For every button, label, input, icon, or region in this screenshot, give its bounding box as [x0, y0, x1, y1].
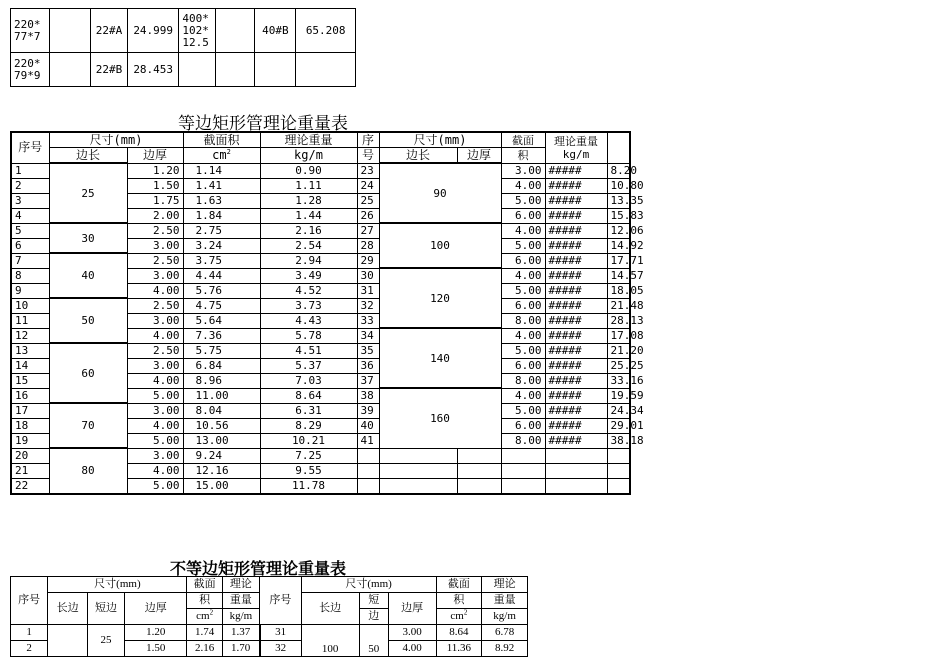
cell: 1.63	[183, 193, 260, 208]
cell: 8.00	[501, 313, 545, 328]
cell: 8	[11, 268, 49, 283]
cell: 5.76	[183, 283, 260, 298]
cell: 重量	[222, 593, 259, 609]
cell: 6.00	[501, 418, 545, 433]
cell: 3.00	[127, 358, 183, 373]
cell: 13.00	[183, 433, 260, 448]
cell	[379, 448, 457, 463]
cell: 11.00	[183, 388, 260, 403]
cell: 21	[11, 463, 49, 478]
cell: 4.00	[501, 178, 545, 193]
cell: 120	[379, 268, 501, 328]
cell	[545, 478, 607, 494]
cell: 理论	[222, 577, 259, 593]
cell	[501, 463, 545, 478]
cell: #####	[545, 373, 607, 388]
cell: 19.59	[607, 388, 630, 403]
cell: kg/m	[222, 609, 259, 625]
cell: #####	[545, 193, 607, 208]
cell: 1.20	[127, 163, 183, 178]
equal-table-title: 等边矩形管理论重量表	[178, 114, 348, 134]
cell: 12.06	[607, 223, 630, 238]
cell: 积	[501, 148, 545, 164]
cell: 18.05	[607, 283, 630, 298]
cell: 4.44	[183, 268, 260, 283]
cell: 14	[11, 358, 49, 373]
cell	[379, 463, 457, 478]
cell: 0.90	[260, 163, 357, 178]
cell: 50	[49, 298, 127, 343]
cell	[357, 478, 379, 494]
cell: 15.83	[607, 208, 630, 223]
cell: 序号	[11, 132, 49, 163]
cell: #####	[545, 223, 607, 238]
cell: 1.84	[183, 208, 260, 223]
cell: 4.00	[127, 373, 183, 388]
cell: 30	[49, 223, 127, 253]
cell: 2.50	[127, 253, 183, 268]
cell: 32	[260, 641, 302, 657]
cell: 11.78	[260, 478, 357, 494]
cell: 8.92	[482, 641, 528, 657]
cell: 4.00	[127, 283, 183, 298]
cell	[296, 53, 356, 87]
cell: 17	[11, 403, 49, 418]
cell: 边厚	[125, 593, 187, 625]
cell: 38.18	[607, 433, 630, 448]
cell	[545, 448, 607, 463]
cell: 8.64	[260, 388, 357, 403]
cell: 短边	[87, 593, 124, 625]
cell: 3.73	[260, 298, 357, 313]
cell: 18	[11, 418, 49, 433]
cell: 65.208	[296, 9, 356, 53]
cell: #####	[545, 163, 607, 178]
cell: 12.16	[183, 463, 260, 478]
cell: 长边	[301, 593, 359, 625]
cell: 3.00	[388, 625, 436, 641]
cell: 5.00	[501, 403, 545, 418]
cell: 4.00	[127, 328, 183, 343]
cell: 40#B	[255, 9, 296, 53]
cell: 8.04	[183, 403, 260, 418]
cell: 序	[357, 132, 379, 148]
cell: 28.13	[607, 313, 630, 328]
table-row	[11, 577, 528, 593]
cell: 25	[87, 625, 124, 657]
top-table	[10, 8, 356, 87]
cell: 31	[357, 283, 379, 298]
cell: 长边	[48, 593, 87, 625]
cell: 5.64	[183, 313, 260, 328]
cell: 3.75	[183, 253, 260, 268]
table-row	[11, 132, 630, 148]
cell: 5.00	[501, 193, 545, 208]
cell	[179, 53, 216, 87]
cell: 1.75	[127, 193, 183, 208]
unequal-table	[10, 576, 528, 657]
header-weight2: 理论重量	[554, 134, 598, 148]
cell: 5.00	[501, 343, 545, 358]
cell: 24.34	[607, 403, 630, 418]
cell: 60	[49, 343, 127, 403]
cell: 5.78	[260, 328, 357, 343]
cell: 24.999	[128, 9, 179, 53]
cell: 13	[11, 343, 49, 358]
cell: 26	[357, 208, 379, 223]
cell: 100	[301, 625, 359, 657]
table-row	[11, 625, 528, 641]
cell: 15.00	[183, 478, 260, 494]
cell: 1.74	[187, 625, 222, 641]
cell: #####	[545, 403, 607, 418]
cell: 1.50	[127, 178, 183, 193]
cell: 5.00	[127, 388, 183, 403]
table-row	[11, 253, 630, 268]
cell: 序号	[260, 577, 302, 625]
cell: 3.49	[260, 268, 357, 283]
cell	[357, 463, 379, 478]
header-weight2-unit: kg/m	[562, 147, 590, 161]
cell: 1	[11, 163, 49, 178]
cell: 截面积	[183, 132, 260, 148]
cell: 8.00	[501, 373, 545, 388]
cell: 15	[11, 373, 49, 388]
cell: 1.50	[125, 641, 187, 657]
cell: #####	[545, 298, 607, 313]
cell	[216, 53, 255, 87]
cell: 160	[379, 388, 501, 448]
unequal-table-title: 不等边矩形管理论重量表	[170, 559, 347, 578]
cell: #####	[545, 343, 607, 358]
cell: 6.00	[501, 208, 545, 223]
cell: 4	[11, 208, 49, 223]
cell: 边长	[379, 148, 457, 164]
cell: 33.16	[607, 373, 630, 388]
cell: 21.48	[607, 298, 630, 313]
cell: 9.24	[183, 448, 260, 463]
cell: 34	[357, 328, 379, 343]
cell: 70	[49, 403, 127, 448]
cell: 尺寸(mm)	[48, 577, 187, 593]
cell: 积	[187, 593, 222, 609]
cell: 6.31	[260, 403, 357, 418]
cell: #####	[545, 238, 607, 253]
cell: 5.00	[127, 433, 183, 448]
cell: 29.01	[607, 418, 630, 433]
cell: 37	[357, 373, 379, 388]
cell: 6.00	[501, 298, 545, 313]
cell	[457, 463, 501, 478]
cell: 5.00	[127, 478, 183, 494]
cell: 4.00	[388, 641, 436, 657]
cell: 6.84	[183, 358, 260, 373]
table-row	[11, 9, 356, 53]
cell: 5.00	[501, 238, 545, 253]
cell: 19	[11, 433, 49, 448]
cell: 3.24	[183, 238, 260, 253]
cell: 11	[11, 313, 49, 328]
table-row	[11, 148, 630, 164]
cell: 400* 102* 12.5	[179, 9, 216, 53]
cell: 2.50	[127, 343, 183, 358]
cell	[607, 448, 630, 463]
cell: 11.36	[436, 641, 482, 657]
cell: 2.75	[183, 223, 260, 238]
cell: 截面	[501, 132, 545, 148]
cell: 33	[357, 313, 379, 328]
cell: 29	[357, 253, 379, 268]
cell	[50, 9, 91, 53]
cell: 2.94	[260, 253, 357, 268]
cell	[255, 53, 296, 87]
cell: 8.29	[260, 418, 357, 433]
table-row	[11, 223, 630, 238]
cell: 5.75	[183, 343, 260, 358]
table-row	[11, 448, 630, 463]
cell: 22#A	[91, 9, 128, 53]
cell: 2.50	[127, 223, 183, 238]
cell: 理论	[482, 577, 528, 593]
cell: 220* 79*9	[11, 53, 50, 87]
cell: 1.70	[222, 641, 259, 657]
cell: 2.00	[127, 208, 183, 223]
cell: 6.00	[501, 358, 545, 373]
cell: 号	[357, 148, 379, 164]
equal-table	[10, 131, 644, 495]
cell: 序号	[11, 577, 48, 625]
cell: $cm^2$	[436, 609, 482, 625]
cell: 2.16	[187, 641, 222, 657]
cell	[379, 478, 457, 494]
cell: 14.57	[607, 268, 630, 283]
cell: 2.16	[260, 223, 357, 238]
cell: 14.92	[607, 238, 630, 253]
cell: 4.00	[501, 328, 545, 343]
cell: 7.03	[260, 373, 357, 388]
cell: 50	[359, 625, 388, 657]
cell: 尺寸(mm)	[49, 132, 183, 148]
cell: 21.20	[607, 343, 630, 358]
cell: 4.75	[183, 298, 260, 313]
cell: 边	[359, 609, 388, 625]
cell: 4.52	[260, 283, 357, 298]
cell	[545, 463, 607, 478]
cell: 25	[357, 193, 379, 208]
cell: 41	[357, 433, 379, 448]
cell: 2.50	[127, 298, 183, 313]
cell: 7.25	[260, 448, 357, 463]
cell	[357, 448, 379, 463]
cell: #####	[545, 313, 607, 328]
cell: 3.00	[127, 313, 183, 328]
cell: 3.00	[501, 163, 545, 178]
cell: 12	[11, 328, 49, 343]
cell: 4.00	[501, 268, 545, 283]
cell: 3.00	[127, 238, 183, 253]
cell: 22	[11, 478, 49, 494]
cell: 40	[357, 418, 379, 433]
cell: #####	[545, 208, 607, 223]
cell: 短	[359, 593, 388, 609]
cell: 4.00	[501, 223, 545, 238]
cell: 8.64	[436, 625, 482, 641]
table-row	[11, 163, 630, 178]
table-row	[11, 298, 630, 313]
cell: 40	[49, 253, 127, 298]
cell: 10	[11, 298, 49, 313]
cell: 5.00	[501, 283, 545, 298]
cell: 边厚	[457, 148, 501, 164]
cell: 1.14	[183, 163, 260, 178]
cell: 3.00	[127, 403, 183, 418]
cell: 积	[436, 593, 482, 609]
cell: 8.96	[183, 373, 260, 388]
cell: 1.20	[125, 625, 187, 641]
cell: 27	[357, 223, 379, 238]
cell: #####	[545, 433, 607, 448]
cell: 4.00	[501, 388, 545, 403]
cell: 100	[379, 223, 501, 268]
cell: 25.25	[607, 358, 630, 373]
cell	[607, 478, 630, 494]
cell: 28	[357, 238, 379, 253]
cell	[501, 448, 545, 463]
cell: 6.00	[501, 253, 545, 268]
cell: 2	[11, 641, 48, 657]
cell: 2	[11, 178, 49, 193]
cell: 39	[357, 403, 379, 418]
cell: 5	[11, 223, 49, 238]
cell: 尺寸(mm)	[379, 132, 501, 148]
cell: 10.56	[183, 418, 260, 433]
cell: 35	[357, 343, 379, 358]
cell: 17.08	[607, 328, 630, 343]
cell: 3.00	[127, 448, 183, 463]
cell: #####	[545, 253, 607, 268]
cell: 30	[357, 268, 379, 283]
cell: 4.00	[127, 418, 183, 433]
cell: kg/m	[260, 148, 357, 164]
cell: 边厚	[127, 148, 183, 164]
cell: 25	[49, 163, 127, 223]
table-row	[11, 53, 356, 87]
cell: 2.54	[260, 238, 357, 253]
cell: 1.11	[260, 178, 357, 193]
cell	[545, 132, 607, 163]
cell: 24	[357, 178, 379, 193]
cell: 10.80	[607, 178, 630, 193]
cell: 尺寸(mm)	[301, 577, 436, 593]
cell: #####	[545, 418, 607, 433]
cell: 重量	[482, 593, 528, 609]
cell	[501, 478, 545, 494]
cell: 6	[11, 238, 49, 253]
cell: 80	[49, 448, 127, 494]
cell: 10.21	[260, 433, 357, 448]
cell: #####	[545, 388, 607, 403]
cell: 4.00	[127, 463, 183, 478]
cell: 38	[357, 388, 379, 403]
cell: 90	[379, 163, 501, 223]
cell: 1.44	[260, 208, 357, 223]
cell: 22#B	[91, 53, 128, 87]
cell: #####	[545, 268, 607, 283]
cell: 8.00	[501, 433, 545, 448]
cell	[607, 463, 630, 478]
cell: 4.51	[260, 343, 357, 358]
cell: 8.20	[607, 163, 630, 178]
cell: $cm^2$	[183, 148, 260, 164]
cell: 5.37	[260, 358, 357, 373]
cell: 边长	[49, 148, 127, 164]
cell: 28.453	[128, 53, 179, 87]
cell: kg/m	[482, 609, 528, 625]
cell: 36	[357, 358, 379, 373]
cell: #####	[545, 178, 607, 193]
cell: 1.41	[183, 178, 260, 193]
cell: 7	[11, 253, 49, 268]
cell: 20	[11, 448, 49, 463]
cell: 32	[357, 298, 379, 313]
cell	[457, 448, 501, 463]
cell: 3	[11, 193, 49, 208]
cell: 1.37	[222, 625, 259, 641]
cell: 截面	[187, 577, 222, 593]
cell: 理论重量	[260, 132, 357, 148]
cell: 1.28	[260, 193, 357, 208]
cell: 16	[11, 388, 49, 403]
table-row	[11, 403, 630, 418]
cell: #####	[545, 283, 607, 298]
cell: 9	[11, 283, 49, 298]
cell: #####	[545, 328, 607, 343]
cell: 13.35	[607, 193, 630, 208]
cell: 1	[11, 625, 48, 641]
cell: 17.71	[607, 253, 630, 268]
cell: 7.36	[183, 328, 260, 343]
cell	[48, 625, 87, 657]
cell: 3.00	[127, 268, 183, 283]
cell: 6.78	[482, 625, 528, 641]
cell: 220* 77*7	[11, 9, 50, 53]
cell: 4.43	[260, 313, 357, 328]
cell: 23	[357, 163, 379, 178]
cell: #####	[545, 358, 607, 373]
table-row	[11, 343, 630, 358]
cell: $cm^2$	[187, 609, 222, 625]
cell	[216, 9, 255, 53]
cell	[457, 478, 501, 494]
cell: 9.55	[260, 463, 357, 478]
cell: 边厚	[388, 593, 436, 625]
cell: 31	[260, 625, 302, 641]
cell: 140	[379, 328, 501, 388]
cell	[50, 53, 91, 87]
cell: 截面	[436, 577, 482, 593]
